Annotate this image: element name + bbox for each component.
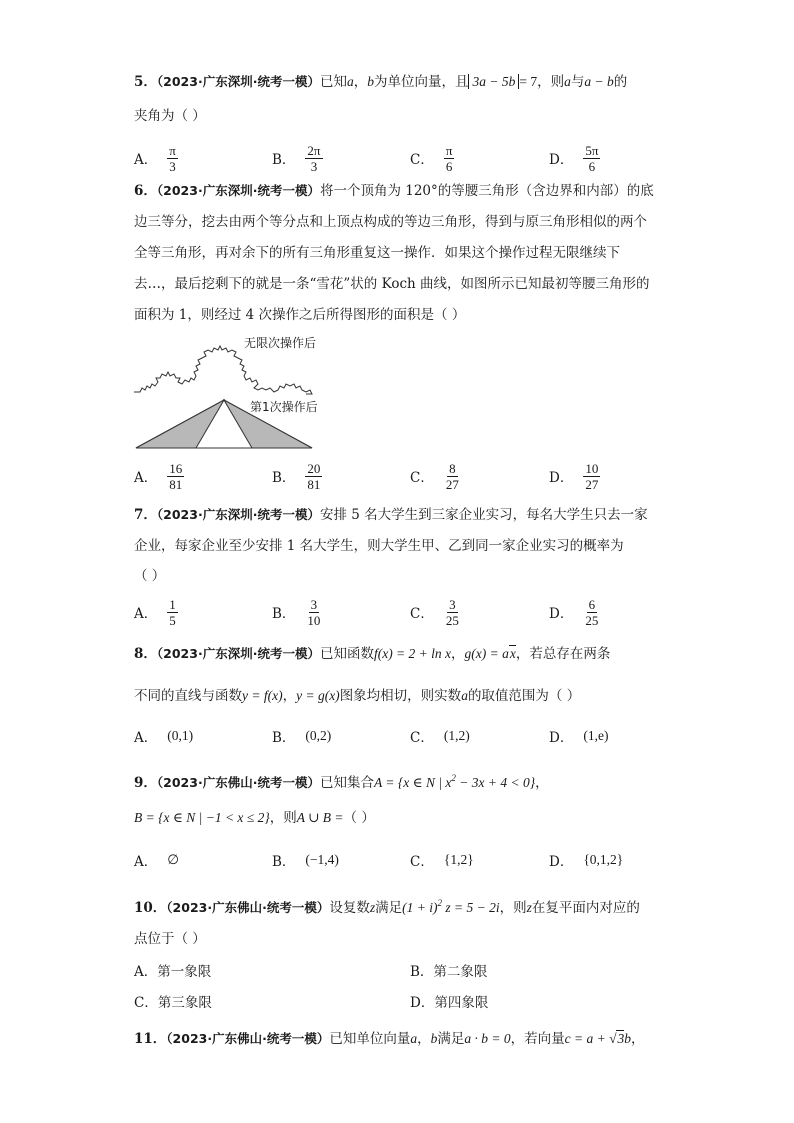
stem-text: 安排 5 名大学生到三家企业实习，每名大学生只去一家 [319, 507, 648, 523]
stem-text: 为单位向量，且 [373, 74, 469, 90]
union-expression: A ∪ B = [296, 810, 344, 825]
question-8-stem-line2 [134, 686, 580, 706]
stem-text: ， [282, 688, 297, 704]
question-6-stem-line4: 去…，最后挖剩下的就是一条“雪花”状的 Koch 曲线，如图所示已知最初等腰三角形的 [134, 276, 650, 292]
stem-text: 图象均相切，则实数 [339, 688, 462, 704]
question-source: （2023·广东深圳·统考一模） [156, 74, 320, 89]
option-label: C． [410, 152, 434, 168]
vector-difference: a − b [584, 74, 614, 89]
question-source: （2023·广东深圳·统考一模） [156, 646, 320, 661]
option-b[interactable]: B． $\frac{3}{10}$ [272, 596, 321, 628]
option-d[interactable]: D． $\frac{6}{25}$ [549, 596, 599, 628]
function-f: f(x) = 2 + ln x [373, 646, 452, 661]
option-b[interactable]: B． (−1,4) [272, 852, 339, 870]
question-number: 10． [134, 900, 167, 916]
question-9-stem [134, 768, 549, 793]
option-a[interactable]: A． $\frac{16}{81}$ [134, 460, 183, 492]
option-d[interactable]: D． (1,e) [549, 728, 609, 746]
question-number: 11． [134, 1031, 167, 1047]
stem-text: ， [417, 1031, 431, 1047]
fraction: $\frac{1}{5}$ [169, 596, 176, 628]
curve-f: y = f(x) [242, 688, 283, 703]
fraction: $\frac{16}{81}$ [169, 460, 183, 492]
stem-text: 的取值范围为（ ） [467, 688, 581, 704]
question-source: （2023·广东佛山·统考一模） [166, 900, 330, 915]
question-source: （2023·广东佛山·统考一模） [166, 1031, 330, 1046]
abs-expression: 3a − 5b [468, 74, 519, 89]
stem-text: 的 [613, 74, 628, 90]
question-number: 8． [134, 646, 157, 662]
question-8-options [134, 716, 694, 756]
vector-b-term: b [624, 1031, 631, 1046]
koch-curve [134, 346, 312, 394]
question-6-stem-line5: 面积为 1，则经过 4 次操作之后所得图形的面积是（ ） [134, 307, 466, 323]
option-b[interactable]: B．第二象限 [410, 964, 488, 980]
question-source: （2023·广东深圳·统考一模） [156, 507, 320, 522]
question-number: 7． [134, 507, 157, 523]
koch-figure [134, 336, 354, 456]
question-11-stem: 11．（2023·广东佛山·统考一模）已知单位向量a，b满足a · b = 0，若向量c = a + √3b， [134, 1031, 645, 1047]
vector-a: a [410, 1031, 418, 1046]
question-7-stem-line2: 企业，每家企业至少安排 1 名大学生，则大学生甲、乙到同一家企业实习的概率为 [134, 538, 624, 554]
fraction: $\frac{3}{25}$ [445, 596, 459, 628]
fraction: $\frac{10}{27}$ [585, 460, 599, 492]
option-b[interactable]: B． (0,2) [272, 728, 332, 746]
variable-z: z [526, 900, 532, 915]
question-7-options [134, 592, 694, 632]
option-d[interactable]: D．第四象限 [410, 995, 489, 1011]
complex-expression-rest: z = 5 − 2i [441, 900, 500, 915]
vector-b: b [367, 74, 374, 89]
stem-text: ，若向量 [510, 1031, 565, 1047]
stem-text: 满足 [437, 1031, 465, 1047]
exponent: 2 [437, 898, 442, 908]
stem-text: ，则 [499, 900, 527, 916]
exponent: 2 [451, 773, 456, 783]
fraction: $\frac{\pi}{3}$ [169, 142, 176, 174]
question-number: 5． [134, 74, 157, 90]
complex-expression: (1 + i) [402, 900, 438, 915]
figure-label-first: 第1次操作后 [250, 400, 318, 414]
option-d[interactable]: D． $\frac{10}{27}$ [549, 460, 599, 492]
stem-text: ， [630, 1031, 645, 1047]
question-9-options [134, 840, 694, 880]
fraction: $\frac{\pi}{6}$ [445, 142, 453, 174]
fraction: $\frac{8}{27}$ [445, 460, 459, 492]
question-5-options [134, 138, 694, 178]
option-c[interactable]: C．第三象限 [134, 995, 212, 1011]
stem-text: ，若总存在两条 [515, 646, 611, 662]
question-source: （2023·广东佛山·统考一模） [156, 775, 320, 790]
stem-text: ， [451, 646, 465, 662]
option-a[interactable]: A． (0,1) [134, 728, 194, 746]
stem-text: 已知 [319, 74, 347, 90]
fraction: $\frac{20}{81}$ [307, 460, 321, 492]
option-label: B． [272, 152, 296, 168]
set-a-rest: − 3x + 4 < 0} [455, 775, 536, 790]
question-5-stem [134, 72, 627, 92]
question-6-stem [134, 181, 654, 201]
option-b[interactable] [272, 138, 323, 178]
equation-value: = 7 [519, 74, 538, 89]
stem-text: 满足 [375, 900, 403, 916]
param-a: a [461, 688, 468, 703]
option-c[interactable]: C． (1,2) [410, 728, 470, 746]
question-10-stem [134, 893, 640, 918]
fraction: $\frac{3}{10}$ [307, 596, 321, 628]
question-7-stem-line3: （ ） [134, 568, 166, 584]
option-d[interactable]: D． {0,1,2} [549, 852, 624, 870]
stem-text: ， [535, 775, 549, 791]
stem-text: ，则 [269, 810, 297, 826]
question-5-stem-line2: 夹角为（ ） [134, 108, 206, 124]
question-8-stem [134, 644, 610, 664]
stem-text: 已知函数 [319, 646, 374, 662]
option-c[interactable] [410, 138, 454, 178]
stem-text: 不同的直线与函数 [134, 688, 242, 704]
option-b[interactable]: B． $\frac{20}{81}$ [272, 460, 321, 492]
set-a: A = {x ∈ N | x [373, 775, 452, 790]
dot-product: a · b = 0 [464, 1031, 511, 1046]
option-a[interactable]: A．第一象限 [134, 964, 212, 980]
fraction: $\frac{6}{25}$ [585, 596, 599, 628]
variable-z: z [369, 900, 376, 915]
question-6-options [134, 456, 694, 496]
curve-g: y = g(x) [296, 688, 340, 703]
stem-text: 在复平面内对应的 [531, 900, 640, 916]
vector-a: a [346, 74, 354, 89]
vector-a: a [564, 74, 571, 89]
fraction: $\frac{2\pi}{3}$ [307, 142, 321, 174]
question-source: （2023·广东深圳·统考一模） [156, 183, 320, 198]
question-6-stem-line2: 边三等分，挖去由两个等分点和上顶点构成的等边三角形，得到与原三角形相似的两个 [134, 214, 647, 230]
fraction: $\frac{5\pi}{6}$ [585, 142, 599, 174]
function-g: g(x) = a [464, 646, 509, 661]
option-label: D． [549, 152, 574, 168]
option-c[interactable]: C． $\frac{8}{27}$ [410, 460, 459, 492]
option-a[interactable] [134, 138, 178, 178]
question-number: 6． [134, 183, 157, 199]
option-a[interactable]: A． $\frac{1}{5}$ [134, 596, 176, 628]
question-7-stem [134, 505, 648, 525]
figure-label-infinite: 无限次操作后 [244, 336, 317, 350]
vector-b: b [430, 1031, 438, 1046]
option-d[interactable] [549, 138, 600, 178]
stem-text: 将一个顶角为 120°的等腰三角形（含边界和内部）的底 [319, 183, 654, 199]
option-c[interactable]: C． $\frac{3}{25}$ [410, 596, 459, 628]
stem-text: ，则 [537, 74, 565, 90]
stem-text: 已知单位向量 [329, 1031, 411, 1047]
koch-diagram [134, 336, 354, 456]
shaded-triangle-left [136, 400, 224, 448]
stem-text: 设复数 [329, 900, 370, 916]
question-10-stem-line2: 点位于（ ） [134, 931, 206, 947]
sqrt-radicand: 3 [617, 1031, 625, 1046]
question-number: 9． [134, 775, 157, 791]
question-6-stem-line3: 全等三角形，再对余下的所有三角形重复这一操作．如果这个操作过程无限继续下 [134, 245, 620, 261]
stem-text: ， [353, 74, 368, 90]
option-c[interactable]: C． {1,2} [410, 852, 474, 870]
sqrt-radicand: x [509, 646, 516, 661]
stem-text: 与 [570, 74, 585, 90]
set-b: B = {x ∈ N | −1 < x ≤ 2} [134, 810, 270, 825]
option-a[interactable]: A． ∅ [134, 852, 180, 870]
question-9-stem-line2 [134, 808, 375, 828]
stem-text: （ ） [343, 810, 375, 826]
vector-c: c = a + [564, 1031, 610, 1046]
option-label: A． [134, 152, 158, 168]
stem-text: 已知集合 [319, 775, 374, 791]
